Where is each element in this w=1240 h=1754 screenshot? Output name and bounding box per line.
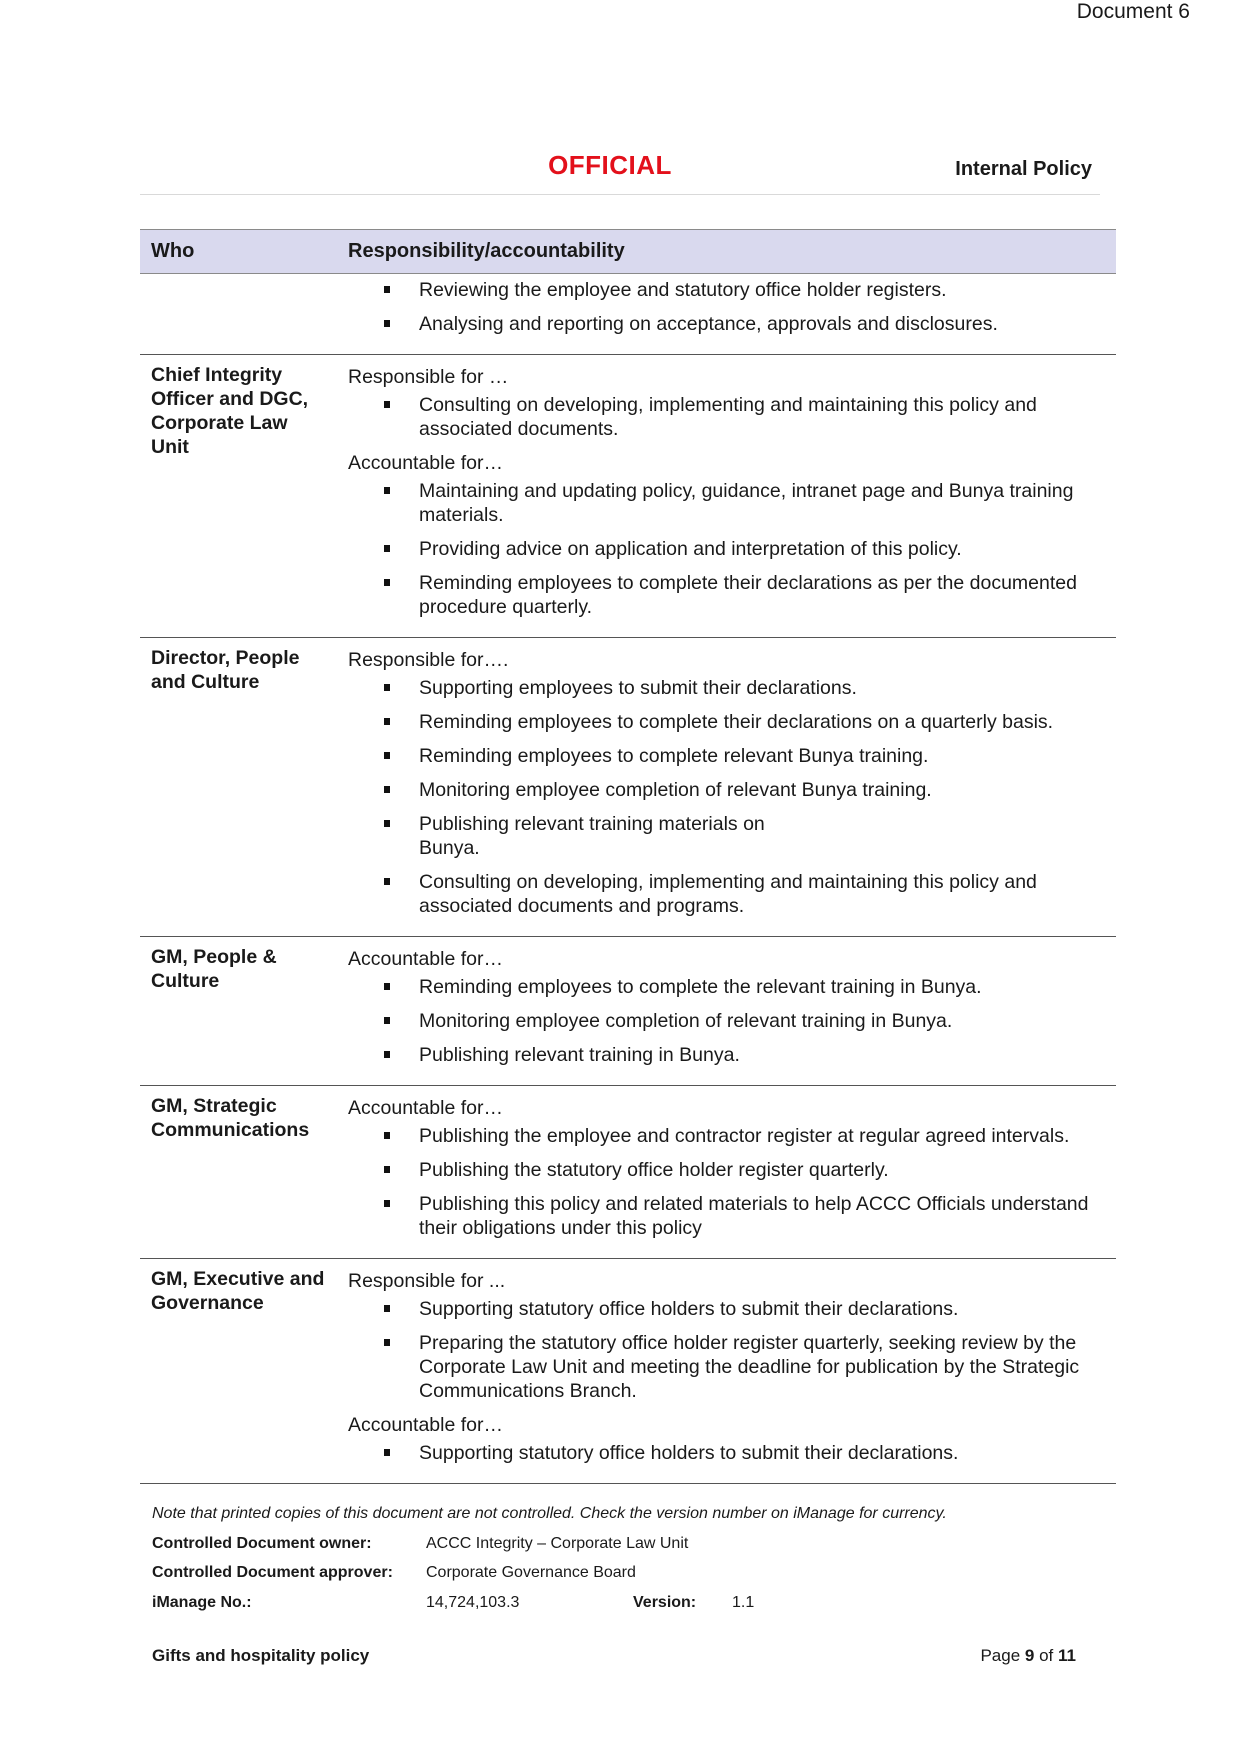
section-label: Accountable for… xyxy=(348,1097,504,1119)
list-item xyxy=(348,1441,1105,1465)
square-bullet-icon xyxy=(384,1305,390,1312)
square-bullet-icon xyxy=(384,786,390,793)
list-item-text: Publishing relevant training in Bunya. xyxy=(419,1044,740,1066)
list-item xyxy=(348,710,1105,734)
table-row xyxy=(140,355,1116,638)
list-item xyxy=(348,312,1105,336)
responsibility-cell xyxy=(337,355,1116,638)
list-item-text: Consulting on developing, implementing and maintaining this policy and associated documents and programs. xyxy=(419,871,1037,917)
list-item xyxy=(348,812,1105,860)
square-bullet-icon xyxy=(384,718,390,725)
approver-value: Corporate Governance Board xyxy=(426,1564,636,1581)
page-current: 9 xyxy=(1024,1646,1035,1665)
list-item-text: Supporting employees to submit their declarations. xyxy=(419,677,857,699)
square-bullet-icon xyxy=(384,545,390,552)
policy-title: Gifts and hospitality policy xyxy=(152,1646,370,1665)
square-bullet-icon xyxy=(384,684,390,691)
list-item xyxy=(348,1158,1105,1182)
list-item xyxy=(348,1043,1105,1067)
document-number: Document 6 xyxy=(1076,0,1190,23)
list-item xyxy=(348,676,1105,700)
square-bullet-icon xyxy=(384,579,390,586)
bullet-list xyxy=(348,393,1105,441)
who-cell: GM, Strategic Communications xyxy=(140,1086,337,1259)
responsibility-cell xyxy=(337,1259,1116,1484)
table-row xyxy=(140,937,1116,1086)
responsibility-cell xyxy=(337,274,1116,355)
square-bullet-icon xyxy=(384,878,390,885)
square-bullet-icon xyxy=(384,1051,390,1058)
table-body xyxy=(140,274,1116,1484)
square-bullet-icon xyxy=(384,320,390,327)
document-type: Internal Policy xyxy=(955,158,1092,180)
list-item-text: Reminding employees to complete relevant Bunya training. xyxy=(419,745,929,767)
list-item-text: Publishing relevant training materials on Bunya. xyxy=(419,813,765,859)
page-prefix: Page xyxy=(980,1646,1021,1665)
square-bullet-icon xyxy=(384,983,390,990)
list-item-text: Reminding employees to complete their declarations as per the documented procedure quarterly. xyxy=(419,572,1077,618)
square-bullet-icon xyxy=(384,1017,390,1024)
who-cell: GM, Executive and Governance xyxy=(140,1259,337,1484)
bullet-list xyxy=(348,1124,1105,1240)
list-item xyxy=(348,1009,1105,1033)
bullet-list xyxy=(348,676,1105,918)
list-item xyxy=(348,393,1105,441)
header-responsibility: Responsibility/accountability xyxy=(337,230,1116,274)
list-item-text: Analysing and reporting on acceptance, approvals and disclosures. xyxy=(419,313,998,335)
square-bullet-icon xyxy=(384,1132,390,1139)
owner-value: ACCC Integrity – Corporate Law Unit xyxy=(426,1535,689,1552)
list-item xyxy=(348,744,1105,768)
bullet-list xyxy=(348,1441,1105,1465)
responsibility-cell xyxy=(337,1086,1116,1259)
list-item-text: Reminding employees to complete their declarations on a quarterly basis. xyxy=(419,711,1054,733)
section-label: Accountable for… xyxy=(348,948,504,970)
list-item-text: Publishing this policy and related materials to help ACCC Officials understand their obligations under this policy xyxy=(419,1193,1089,1239)
header-divider xyxy=(140,194,1100,195)
version-label: Version: xyxy=(633,1594,697,1611)
square-bullet-icon xyxy=(384,752,390,759)
table-row xyxy=(140,1086,1116,1259)
list-item xyxy=(348,278,1105,302)
list-item xyxy=(348,571,1105,619)
list-item xyxy=(348,1331,1105,1403)
bullet-list xyxy=(348,975,1105,1067)
square-bullet-icon xyxy=(384,1339,390,1346)
approver-row xyxy=(152,1564,636,1582)
square-bullet-icon xyxy=(384,286,390,293)
list-item xyxy=(348,1124,1105,1148)
list-item xyxy=(348,1297,1105,1321)
who-cell: Chief Integrity Officer and DGC, Corporate Law Unit xyxy=(140,355,337,638)
responsibility-cell xyxy=(337,937,1116,1086)
imanage-label: iManage No.: xyxy=(152,1594,252,1611)
page-number xyxy=(980,1646,1076,1666)
approver-label: Controlled Document approver: xyxy=(152,1564,393,1581)
list-item-text: Maintaining and updating policy, guidance, intranet page and Bunya training materials. xyxy=(419,480,1074,526)
who-cell: GM, People & Culture xyxy=(140,937,337,1086)
section-label: Responsible for…. xyxy=(348,649,509,671)
section-label: Accountable for… xyxy=(348,452,504,474)
table-row xyxy=(140,638,1116,937)
list-item-text: Supporting statutory office holders to submit their declarations. xyxy=(419,1442,959,1464)
square-bullet-icon xyxy=(384,820,390,827)
square-bullet-icon xyxy=(384,401,390,408)
classification-marking: OFFICIAL xyxy=(548,150,672,180)
responsibility-table xyxy=(140,229,1116,1484)
header-who: Who xyxy=(140,230,337,274)
square-bullet-icon xyxy=(384,487,390,494)
section-label: Accountable for… xyxy=(348,1414,504,1436)
section-label: Responsible for ... xyxy=(348,1270,506,1292)
list-item xyxy=(348,975,1105,999)
page-total: 11 xyxy=(1058,1646,1076,1665)
list-item xyxy=(348,1192,1105,1240)
bullet-list xyxy=(348,1297,1105,1403)
imanage-value: 14,724,103.3 xyxy=(426,1594,520,1611)
list-item-text: Preparing the statutory office holder register quarterly, seeking review by the Corporate Law Unit and meeting the deadline for publication by the Strategic Communications Branch. xyxy=(419,1332,1080,1402)
list-item-text: Reviewing the employee and statutory office holder registers. xyxy=(419,279,947,301)
bullet-list xyxy=(348,479,1105,619)
who-cell xyxy=(140,274,337,355)
list-item-text: Publishing the employee and contractor register at regular agreed intervals. xyxy=(419,1125,1070,1147)
table-row xyxy=(140,274,1116,355)
section-label: Responsible for … xyxy=(348,366,509,388)
list-item xyxy=(348,870,1105,918)
list-item xyxy=(348,479,1105,527)
page-of: of xyxy=(1039,1646,1054,1665)
square-bullet-icon xyxy=(384,1200,390,1207)
list-item-text: Monitoring employee completion of relevant Bunya training. xyxy=(419,779,932,801)
who-cell: Director, People and Culture xyxy=(140,638,337,937)
version-value: 1.1 xyxy=(732,1594,755,1611)
owner-label: Controlled Document owner: xyxy=(152,1535,372,1552)
list-item-text: Providing advice on application and interpretation of this policy. xyxy=(419,538,962,560)
table-header-row xyxy=(140,230,1116,274)
responsibility-cell xyxy=(337,638,1116,937)
square-bullet-icon xyxy=(384,1166,390,1173)
control-note: Note that printed copies of this document are not controlled. Check the version number on iManage for currency. xyxy=(152,1505,947,1522)
bullet-list xyxy=(348,278,1105,336)
imanage-row xyxy=(152,1594,519,1612)
table-row xyxy=(140,1259,1116,1484)
list-item-text: Publishing the statutory office holder register quarterly. xyxy=(419,1159,889,1181)
list-item-text: Reminding employees to complete the relevant training in Bunya. xyxy=(419,976,982,998)
list-item-text: Supporting statutory office holders to submit their declarations. xyxy=(419,1298,959,1320)
list-item-text: Monitoring employee completion of relevant training in Bunya. xyxy=(419,1010,953,1032)
list-item-text: Consulting on developing, implementing and maintaining this policy and associated documents. xyxy=(419,394,1037,440)
list-item xyxy=(348,778,1105,802)
list-item xyxy=(348,537,1105,561)
owner-row xyxy=(152,1535,688,1553)
square-bullet-icon xyxy=(384,1449,390,1456)
